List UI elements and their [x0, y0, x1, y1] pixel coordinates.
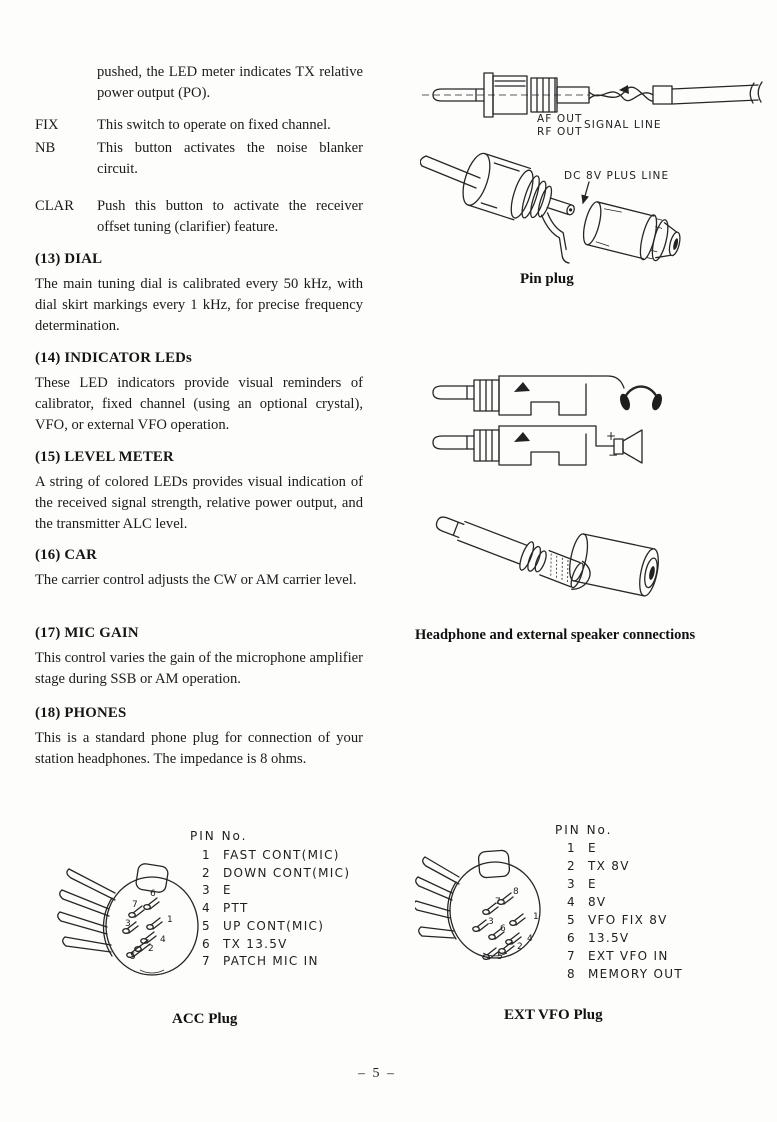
- phone-plug-headphone-row: [433, 376, 586, 415]
- pin-number: 5: [567, 913, 576, 927]
- pin-name: VFO FIX 8V: [588, 913, 668, 927]
- headphone-speaker-caption: Headphone and external speaker connections: [415, 627, 696, 643]
- pin-number: 6: [202, 937, 211, 951]
- pin-row: [567, 967, 683, 981]
- pin-number: 4: [567, 895, 576, 909]
- section-body-indicator-leds: These LED indicators provide visual reminders of calibrator, fixed channel (using an optional crystal), VFO, or external VFO operation.: [35, 375, 363, 433]
- section-body-car: The carrier control adjusts the CW or AM carrier level.: [35, 572, 357, 588]
- control-description: This button activates the noise blanker circuit.: [97, 140, 363, 177]
- diagram-pin-number: 6: [500, 924, 506, 934]
- pin-name: 8V: [588, 895, 607, 909]
- phone-plug-speaker-row: [433, 426, 586, 465]
- pin-name: DOWN CONT(MIC): [223, 866, 351, 880]
- af-out-label: AF OUT: [537, 113, 583, 125]
- diagram-pin-number: 2: [148, 944, 154, 954]
- speaker-plus-label: +: [606, 429, 617, 443]
- pin-row: [202, 937, 288, 951]
- headphone-icon: [618, 387, 664, 412]
- pin-plug-side-view-illustration: [420, 58, 765, 160]
- diagram-pin-number: 3: [125, 919, 131, 929]
- control-description: This switch to operate on fixed channel.: [97, 117, 331, 133]
- ext-vfo-plug-illustration: [415, 848, 580, 988]
- pin-number: 4: [202, 901, 211, 915]
- diagram-pin-number: 5: [497, 952, 503, 962]
- pin-name: TX 8V: [588, 859, 630, 873]
- pin-name: UP CONT(MIC): [223, 919, 325, 933]
- pin-row: [202, 919, 324, 933]
- diagram-pin-number: 5: [130, 952, 136, 962]
- pin-name: FAST CONT(MIC): [223, 848, 340, 862]
- pin-number: 7: [202, 954, 211, 968]
- pin-number: 8: [567, 967, 576, 981]
- speaker-minus-label: −: [608, 448, 619, 462]
- pin-number: 2: [202, 866, 211, 880]
- pin-name: PATCH MIC IN: [223, 954, 319, 968]
- diagram-pin-number: 4: [527, 934, 533, 944]
- phone-plug-3d: [432, 508, 594, 594]
- signal-line-label: SIGNAL LINE: [584, 119, 662, 131]
- pin-number: 1: [202, 848, 211, 862]
- diagram-pin-number: 7: [495, 897, 501, 907]
- pin-row: [567, 895, 606, 909]
- dc-line-arrow: [583, 182, 589, 203]
- pin-row: [202, 866, 350, 880]
- pin-row: [567, 949, 669, 963]
- pin-plug-cover-shell: [580, 199, 685, 267]
- section-heading-level-meter: (15) LEVEL METER: [35, 449, 174, 465]
- pin-name: E: [223, 883, 232, 897]
- pin-row: [567, 859, 630, 873]
- page-number: – 5 –: [358, 1066, 396, 1081]
- ext-vfo-pin-header: PIN No.: [555, 823, 613, 837]
- section-heading-car: (16) CAR: [35, 547, 98, 563]
- pin-plug-3d-illustration: [420, 148, 765, 280]
- pin-row: [567, 841, 597, 855]
- pin-plug-body: [450, 150, 593, 263]
- speaker-icon: [614, 430, 642, 463]
- diagram-pin-number: 2: [517, 942, 523, 952]
- section-body-phones: This is a standard phone plug for connection of your station headphones. The impedance is 8 ohms.: [35, 730, 363, 767]
- acc-pin-header: PIN No.: [190, 829, 248, 843]
- diagram-pin-number: 3: [488, 917, 494, 927]
- acc-plug-illustration: [55, 852, 220, 987]
- pin-row: [567, 931, 629, 945]
- control-label: NB: [35, 140, 56, 156]
- pin-name: E: [588, 877, 597, 891]
- ext-vfo-plug-caption: EXT VFO Plug: [504, 1007, 603, 1023]
- pin-name: PTT: [223, 901, 249, 915]
- pin-name: EXT VFO IN: [588, 949, 669, 963]
- rf-out-label: RF OUT: [537, 126, 583, 138]
- pin-number: 7: [567, 949, 576, 963]
- acc-plug-caption: ACC Plug: [172, 1011, 238, 1027]
- pin-number: 1: [567, 841, 576, 855]
- pin-number: 2: [567, 859, 576, 873]
- dc-8v-plus-line-label: DC 8V PLUS LINE: [564, 170, 670, 182]
- section-heading-mic-gain: (17) MIC GAIN: [35, 625, 139, 641]
- pin-plug-caption: Pin plug: [520, 271, 574, 287]
- pin-number: 3: [202, 883, 211, 897]
- diagram-pin-number: 8: [513, 887, 519, 897]
- pin-name: TX 13.5V: [223, 937, 288, 951]
- pin-name: 13.5V: [588, 931, 630, 945]
- pin-row: [567, 877, 597, 891]
- diagram-pin-number: 7: [132, 900, 138, 910]
- section-heading-indicator-leds: (14) INDICATOR LEDs: [35, 350, 192, 366]
- section-heading-phones: (18) PHONES: [35, 705, 127, 721]
- headphone-speaker-illustration: [418, 360, 763, 610]
- diagram-pin-number: 6: [150, 889, 156, 899]
- pin-row: [202, 848, 340, 862]
- diagram-pin-number: 4: [160, 935, 166, 945]
- control-label: CLAR: [35, 198, 74, 214]
- pin-number: 5: [202, 919, 211, 933]
- pin-name: MEMORY OUT: [588, 967, 684, 981]
- diagram-pin-number: 1: [533, 912, 539, 922]
- intro-continuation-paragraph: pushed, the LED meter indicates TX relative power output (PO).: [97, 64, 363, 101]
- pin-number: 3: [567, 877, 576, 891]
- section-body-dial: The main tuning dial is calibrated every 50 kHz, with dial skirt markings every 1 kHz, for precise frequency determination.: [35, 276, 363, 334]
- section-body-level-meter: A string of colored LEDs provides visual indication of the received signal strength, relative power output, and the transmitter ALC level.: [35, 474, 363, 532]
- section-body-mic-gain: This control varies the gain of the microphone amplifier stage during SSB or AM operation.: [35, 650, 363, 687]
- diagram-pin-number: 1: [167, 915, 173, 925]
- pin-name: E: [588, 841, 597, 855]
- pin-row: [202, 883, 232, 897]
- pin-row: [567, 913, 668, 927]
- pin-row: [202, 901, 249, 915]
- control-label: FIX: [35, 117, 59, 133]
- control-description: Push this button to activate the receiver offset tuning (clarifier) feature.: [97, 198, 363, 235]
- section-heading-dial: (13) DIAL: [35, 251, 103, 267]
- pin-number: 6: [567, 931, 576, 945]
- pin-row: [202, 954, 319, 968]
